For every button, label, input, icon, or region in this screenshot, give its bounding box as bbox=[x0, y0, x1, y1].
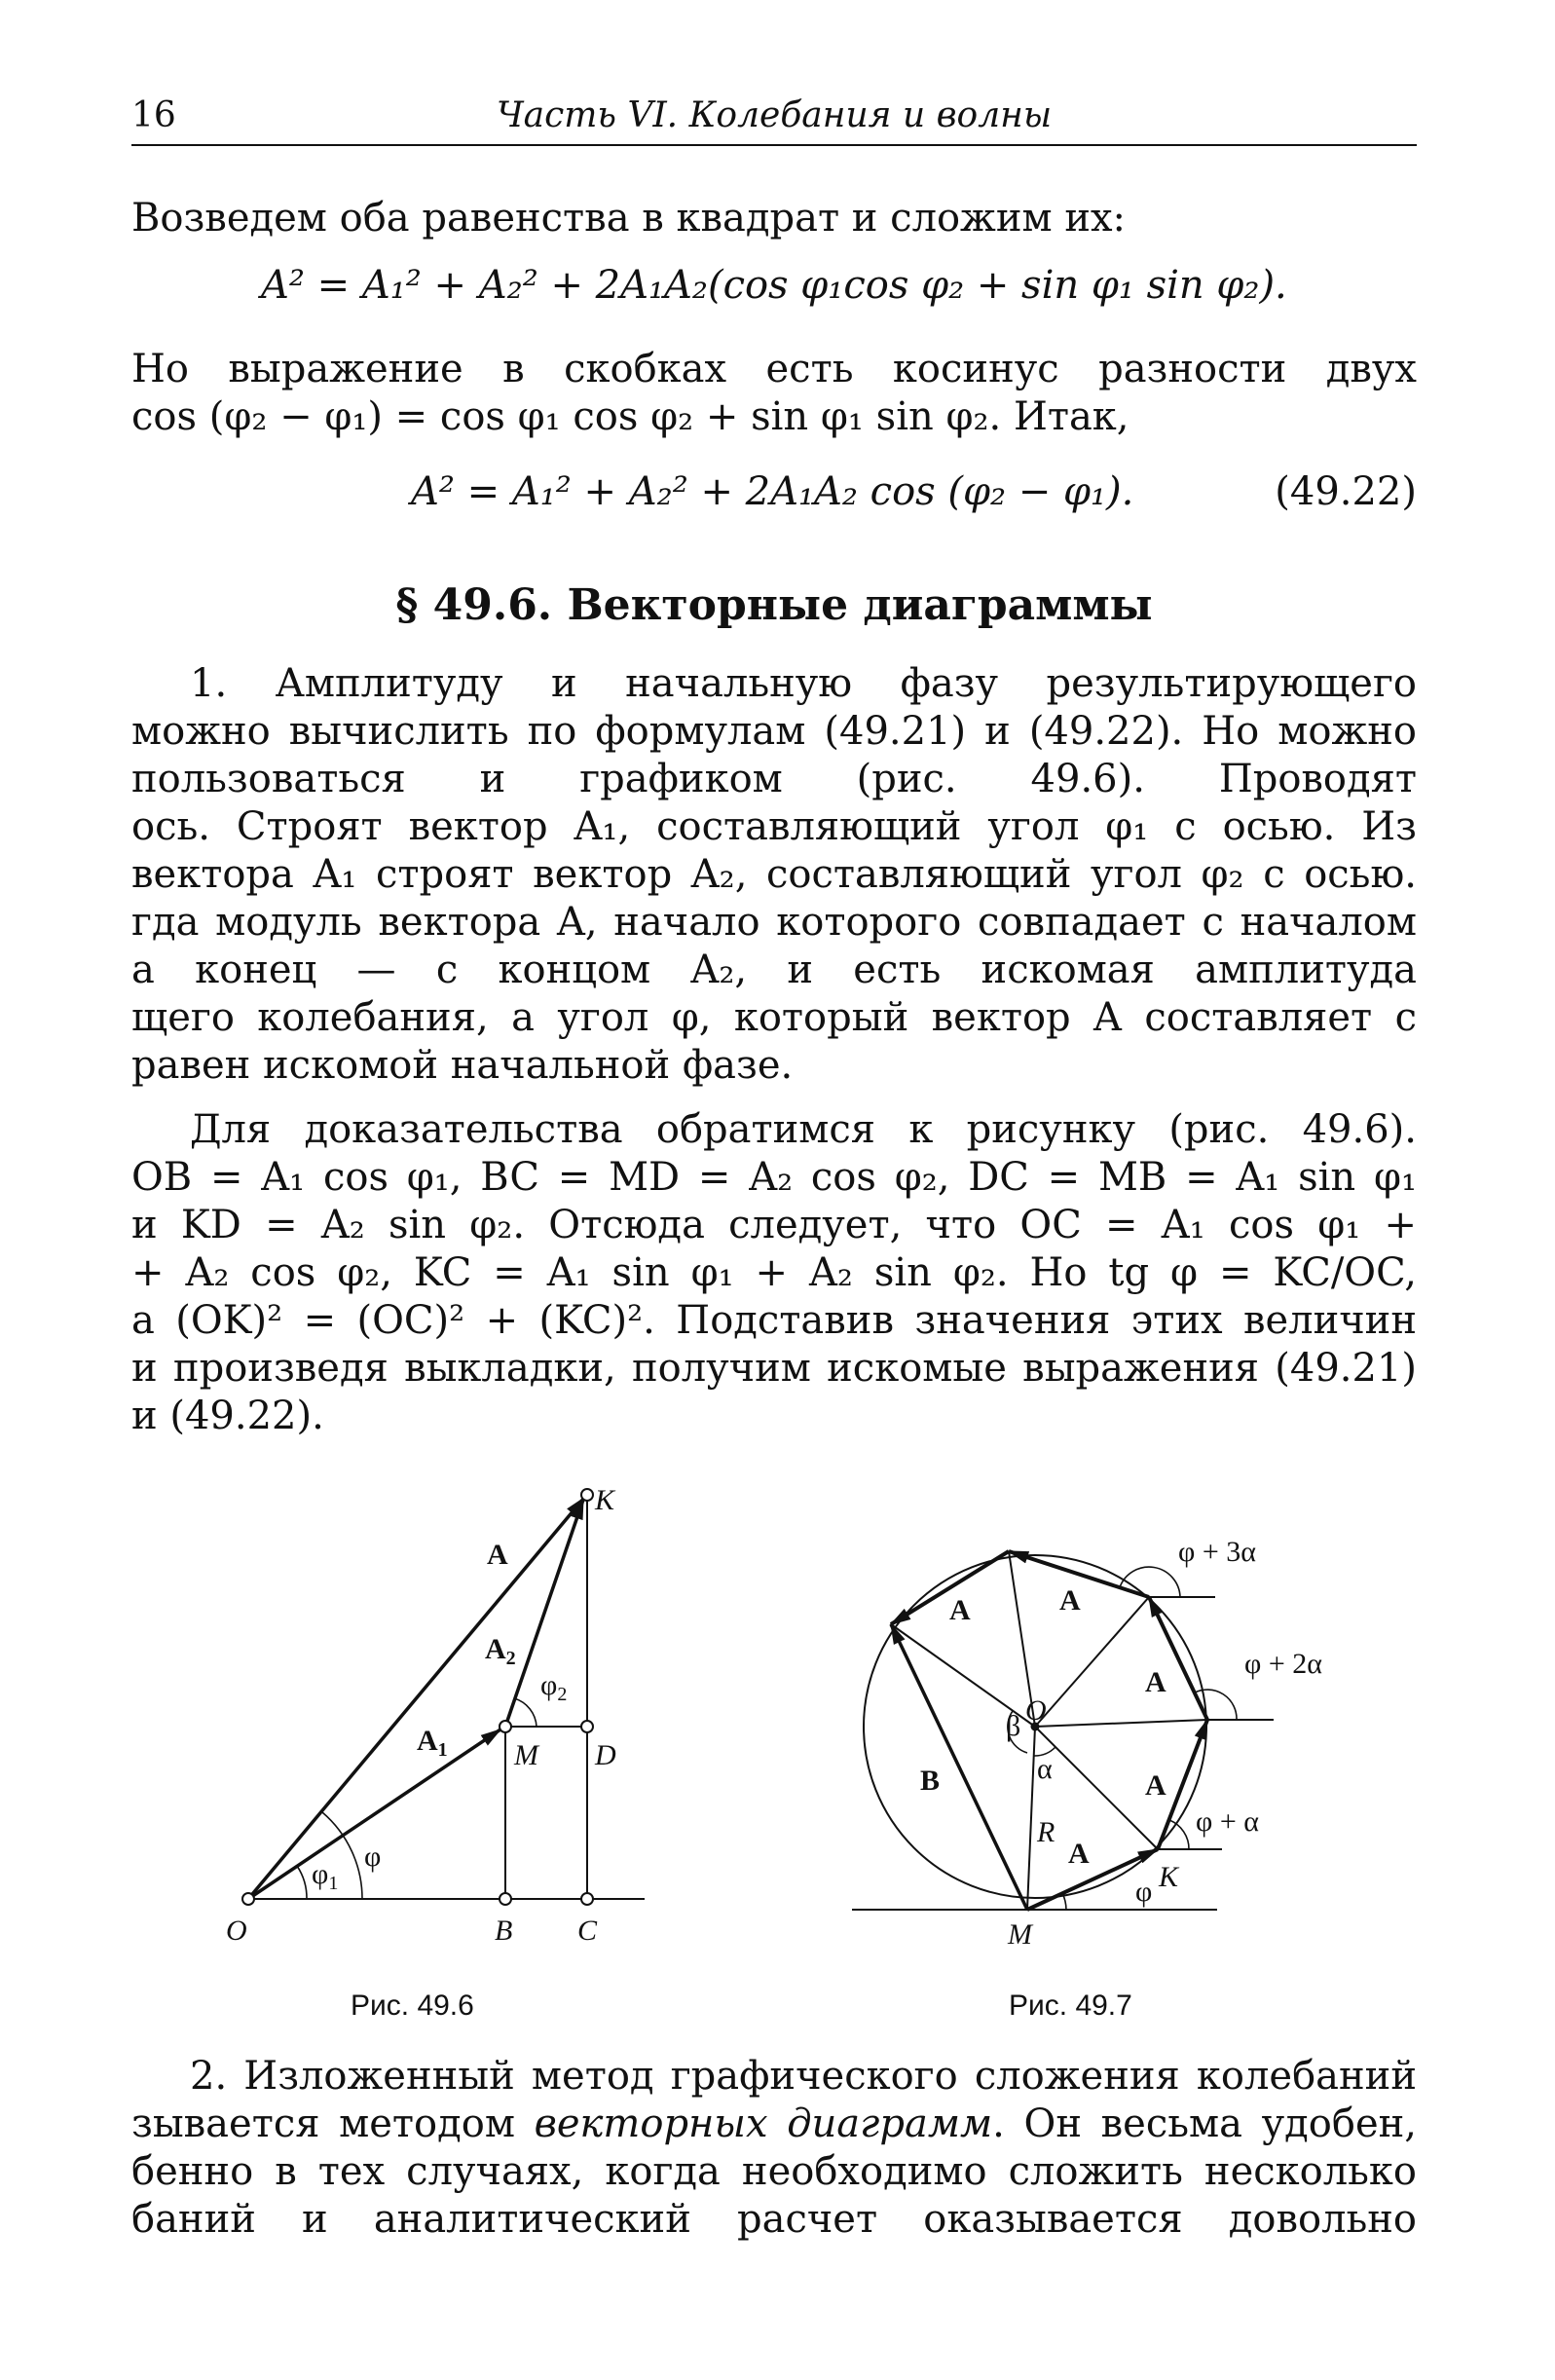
label-r: R bbox=[1037, 1816, 1055, 1848]
formula-2: A² = A₁² + A₂² + 2A₁A₂ cos (φ₂ − φ₁). bbox=[411, 469, 1134, 514]
figure-49-6-caption: Рис. 49.6 bbox=[351, 1990, 474, 2022]
equation-number: (49.22) bbox=[1275, 469, 1417, 514]
radius-4 bbox=[1035, 1597, 1149, 1727]
label-phi-a: φ + α bbox=[1196, 1805, 1259, 1838]
para3-text: . Он весьма удобен, bbox=[992, 2101, 1417, 2146]
section-heading: § 49.6. Векторные диаграммы bbox=[395, 580, 1153, 630]
label-a-right-lower: A bbox=[1145, 1769, 1166, 1802]
label-o: O bbox=[226, 1915, 247, 1947]
label-a-bottom: A bbox=[1068, 1838, 1090, 1870]
para2-line: + A₂ cos φ₂, KC = A₁ sin φ₁ + A₂ sin φ₂. Но tg φ = KC/OC, bbox=[131, 1250, 1417, 1295]
point-c bbox=[581, 1893, 593, 1905]
para1-line: щего колебания, а угол φ, который вектор A составляет с bbox=[131, 995, 1417, 1040]
label-k-vertex: K bbox=[1159, 1861, 1179, 1893]
para3-line: баний и аналитический расчет оказывается довольно bbox=[131, 2197, 1417, 2242]
para3-line bbox=[131, 2101, 1417, 2148]
label-phi1: $\varphi_1$ bbox=[312, 1858, 339, 1894]
para1-line: а конец — с концом A₂, и есть искомая амплитуда bbox=[131, 948, 1417, 992]
cos-line-1: Но выражение в скобках есть косинус разности двух bbox=[131, 347, 1417, 391]
label-phi2: $\varphi_2$ bbox=[540, 1669, 568, 1705]
figures-svg bbox=[0, 1461, 1555, 2006]
point-d bbox=[581, 1721, 593, 1732]
figure-49-7-caption: Рис. 49.7 bbox=[1009, 1990, 1132, 2022]
point-o bbox=[242, 1893, 254, 1905]
cos-line-2: cos (φ₂ − φ₁) = cos φ₁ cos φ₂ + sin φ₁ sin φ₂. Итак, bbox=[131, 394, 1129, 439]
para3-text: зывается методом bbox=[131, 2101, 535, 2146]
label-phi-3a: φ + 3α bbox=[1178, 1536, 1256, 1568]
para2-line: а (OK)² = (OC)² + (KC)². Подставив значения этих величин bbox=[131, 1298, 1417, 1343]
paragraph-1 bbox=[131, 660, 1417, 1090]
para1-line: 1. Амплитуду и начальную фазу результирующего bbox=[190, 661, 1417, 706]
term-vector-diagrams: векторных диаграмм bbox=[534, 2101, 993, 2146]
cos-paragraph bbox=[131, 346, 1417, 441]
angle-phi-a-arc bbox=[1169, 1820, 1189, 1849]
point-b bbox=[500, 1893, 511, 1905]
page-number: 16 bbox=[131, 95, 176, 135]
label-b: B bbox=[495, 1915, 513, 1947]
label-beta: β bbox=[1006, 1710, 1021, 1742]
radius-5 bbox=[1035, 1720, 1207, 1727]
label-b-chord: B bbox=[920, 1765, 941, 1797]
label-alpha: α bbox=[1037, 1753, 1053, 1785]
para2-line: и KD = A₂ sin φ₂. Отсюда следует, что OC = A₁ cos φ₁ + bbox=[131, 1203, 1417, 1247]
vector-b bbox=[891, 1624, 1027, 1910]
label-a2: $A_2$ bbox=[485, 1633, 516, 1669]
angle-phi1-arc bbox=[297, 1866, 307, 1899]
angle-phi2-arc bbox=[514, 1698, 537, 1727]
header-rule bbox=[131, 144, 1417, 146]
label-k: K bbox=[595, 1484, 615, 1516]
label-phi-2a: φ + 2α bbox=[1244, 1648, 1322, 1680]
para3-line: 2. Изложенный метод графического сложения колебаний bbox=[190, 2054, 1417, 2099]
intro-paragraph bbox=[131, 195, 1417, 242]
paragraph-2 bbox=[131, 1106, 1417, 1440]
label-phi-m: φ bbox=[1135, 1876, 1153, 1908]
label-m: M bbox=[514, 1739, 538, 1771]
intro-line: Возведем оба равенства в квадрат и сложим их: bbox=[131, 196, 1127, 241]
label-m-point: M bbox=[1008, 1918, 1032, 1951]
para1-line: гда модуль вектора A, начало которого совпадает с началом bbox=[131, 900, 1417, 945]
formula-1: A² = A₁² + A₂² + 2A₁A₂(cos φ₁cos φ₂ + sin φ₁ sin φ₂). bbox=[261, 263, 1287, 308]
running-head bbox=[131, 95, 1417, 146]
figure-49-6 bbox=[242, 1489, 645, 1905]
para2-line: Для доказательства обратимся к рисунку (рис. 49.6). bbox=[190, 1107, 1417, 1152]
label-a-top: A bbox=[1059, 1584, 1081, 1617]
para1-line: можно вычислить по формулам (49.21) и (49.22). Но можно bbox=[131, 709, 1417, 754]
para1-line: пользоваться и графиком (рис. 49.6). Проводят bbox=[131, 757, 1417, 801]
label-d: D bbox=[595, 1739, 616, 1771]
label-a: A bbox=[487, 1539, 508, 1571]
para3-line: бенно в тех случаях, когда необходимо сложить несколько bbox=[131, 2149, 1417, 2194]
label-phi: φ bbox=[364, 1841, 382, 1873]
label-a-top-left: A bbox=[949, 1594, 971, 1626]
label-c: C bbox=[577, 1915, 598, 1947]
label-a-right-upper: A bbox=[1145, 1666, 1166, 1698]
para2-line: и произведя выкладки, получим искомые выражения (49.21) bbox=[131, 1346, 1417, 1391]
vector-a bbox=[248, 1498, 584, 1899]
vector-a-3 bbox=[1149, 1597, 1207, 1720]
figure-49-6-labels bbox=[226, 1484, 616, 1947]
running-title: Часть VI. Колебания и волны bbox=[496, 95, 1053, 135]
paragraph-3 bbox=[131, 2053, 1417, 2244]
para2-line: OB = A₁ cos φ₁, BC = MD = A₂ cos φ₂, DC = MB = A₁ sin φ₁ bbox=[131, 1155, 1417, 1200]
label-o-center: O bbox=[1025, 1694, 1047, 1727]
para2-line: и (49.22). bbox=[131, 1394, 324, 1438]
label-a1: $A_1$ bbox=[417, 1725, 448, 1761]
para1-line: равен искомой начальной фазе. bbox=[131, 1043, 794, 1088]
para1-line: вектора A₁ строят вектор A₂, составляющий угол φ₂ с осью. bbox=[131, 852, 1417, 897]
vector-a1 bbox=[248, 1729, 500, 1899]
para1-line: ось. Строят вектор A₁, составляющий угол φ₁ с осью. Из bbox=[131, 804, 1417, 849]
point-k bbox=[581, 1489, 593, 1501]
point-m bbox=[500, 1721, 511, 1732]
radius-om bbox=[1027, 1727, 1035, 1910]
